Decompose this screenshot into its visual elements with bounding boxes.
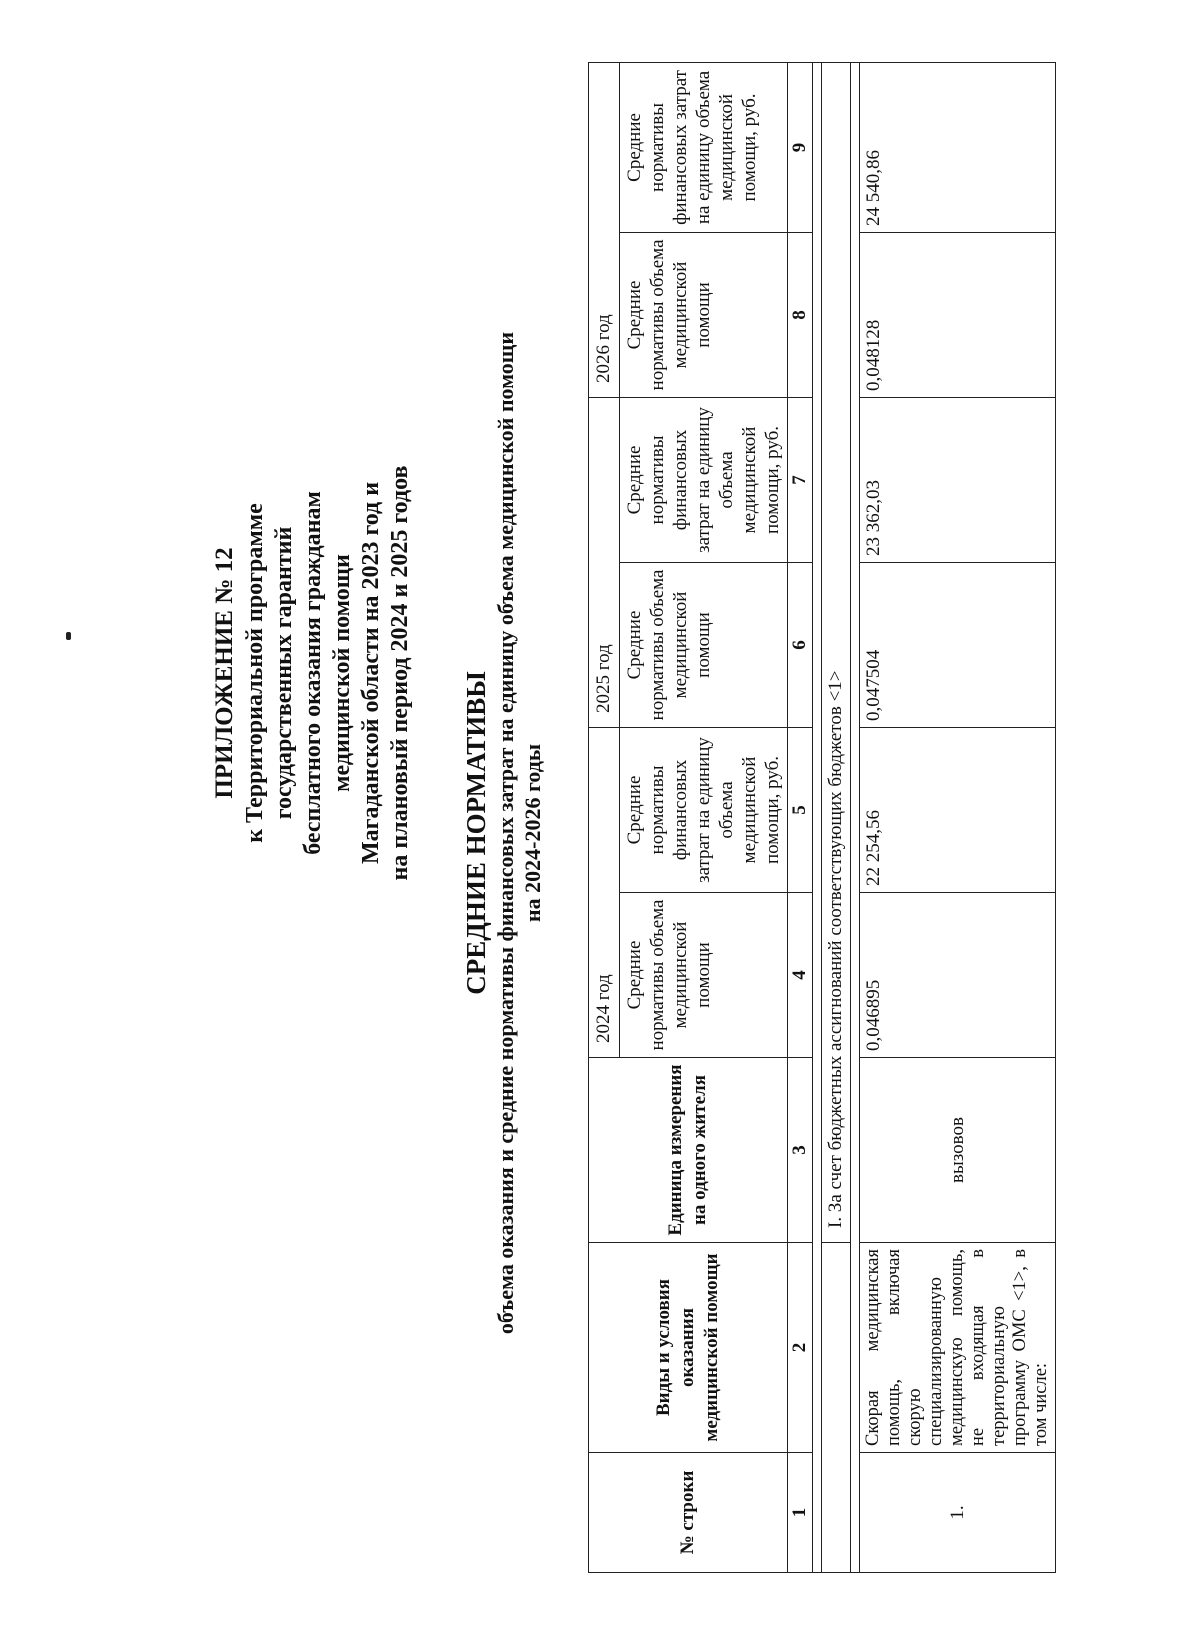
header-cost-2025: Средние нормативы финансовых затрат на единицу объема медицинской помощи, руб.: [620, 397, 788, 562]
volume-2026: 0,048128: [860, 232, 1056, 397]
column-number: 1: [788, 1453, 813, 1573]
header-year-2026: 2026 год: [589, 62, 620, 397]
blank-cell: [813, 62, 822, 1572]
column-number: 5: [788, 727, 813, 892]
column-number-row: [788, 62, 813, 1572]
cost-2026: 24 540,86: [860, 62, 1056, 232]
appendix-title: ПРИЛОЖЕНИЕ № 12: [211, 547, 238, 799]
appendix-line: бесплатного оказания гражданам: [300, 491, 326, 855]
appendix-line: медицинской помощи: [329, 554, 355, 792]
blank-cell: [851, 62, 860, 1572]
appendix-line: Магаданской области на 2023 год и: [358, 481, 384, 865]
header-volume-2025: Средние нормативы объема медицинской помощи: [620, 562, 788, 727]
blank-row: [813, 62, 822, 1572]
section-empty-cell: [822, 1243, 851, 1573]
row-description: Скорая медицинская помощь, включая скорую специализированную медицинскую помощь, не входящая в территориальную программу ОМС <1>, в том числе:: [860, 1243, 1056, 1453]
title-main: СРЕДНИЕ НОРМАТИВЫ: [461, 671, 491, 995]
document-title: [460, 63, 546, 1603]
header-volume-2024: Средние нормативы объема медицинской помощи: [620, 893, 788, 1058]
blank-row: [851, 62, 860, 1572]
column-number: 4: [788, 893, 813, 1058]
section-title: I. За счет бюджетных ассигнований соответствующих бюджетов <1>: [822, 62, 851, 1242]
cost-2024: 22 254,56: [860, 727, 1056, 892]
header-volume-2026: Средние нормативы объема медицинской помощи: [620, 232, 788, 397]
header-row-number: № строки: [589, 1453, 788, 1573]
header-year-2024: 2024 год: [589, 727, 620, 1057]
column-number: 7: [788, 397, 813, 562]
column-number: 8: [788, 232, 813, 397]
header-unit: Единица измерения на одного жителя: [589, 1058, 788, 1243]
appendix-block: [210, 313, 415, 1033]
row-unit: вызовов: [860, 1058, 1056, 1243]
appendix-line: на плановый период 2024 и 2025 годов: [387, 465, 413, 881]
appendix-line: к Территориальной программе: [242, 503, 268, 843]
column-number: 3: [788, 1058, 813, 1243]
title-line-1: объема оказания и средние нормативы финансовых затрат на единицу объема медицинской помощи: [493, 331, 518, 1335]
column-number: 2: [788, 1243, 813, 1453]
column-number: 6: [788, 562, 813, 727]
cost-2025: 23 362,03: [860, 397, 1056, 562]
header-cost-2024: Средние нормативы финансовых затрат на единицу объема медицинской помощи, руб.: [620, 727, 788, 892]
table-row: [860, 62, 1056, 1572]
volume-2024: 0,046895: [860, 893, 1056, 1058]
header-cost-2026: Средние нормативы финансовых затрат на единицу объема медицинской помощи, руб.: [620, 62, 788, 232]
norms-table: [588, 62, 1056, 1573]
volume-2025: 0,047504: [860, 562, 1056, 727]
section-row: [822, 62, 851, 1572]
header-year-2025: 2025 год: [589, 397, 620, 727]
column-number: 9: [788, 62, 813, 232]
row-number: 1.: [860, 1453, 1056, 1573]
appendix-line: государственных гарантий: [271, 526, 297, 820]
title-line-2: на 2024-2026 годы: [520, 743, 545, 923]
header-row: [589, 62, 620, 1572]
rotated-page: [20, 63, 1160, 1603]
header-types: Виды и условия оказания медицинской помощи: [589, 1243, 788, 1453]
